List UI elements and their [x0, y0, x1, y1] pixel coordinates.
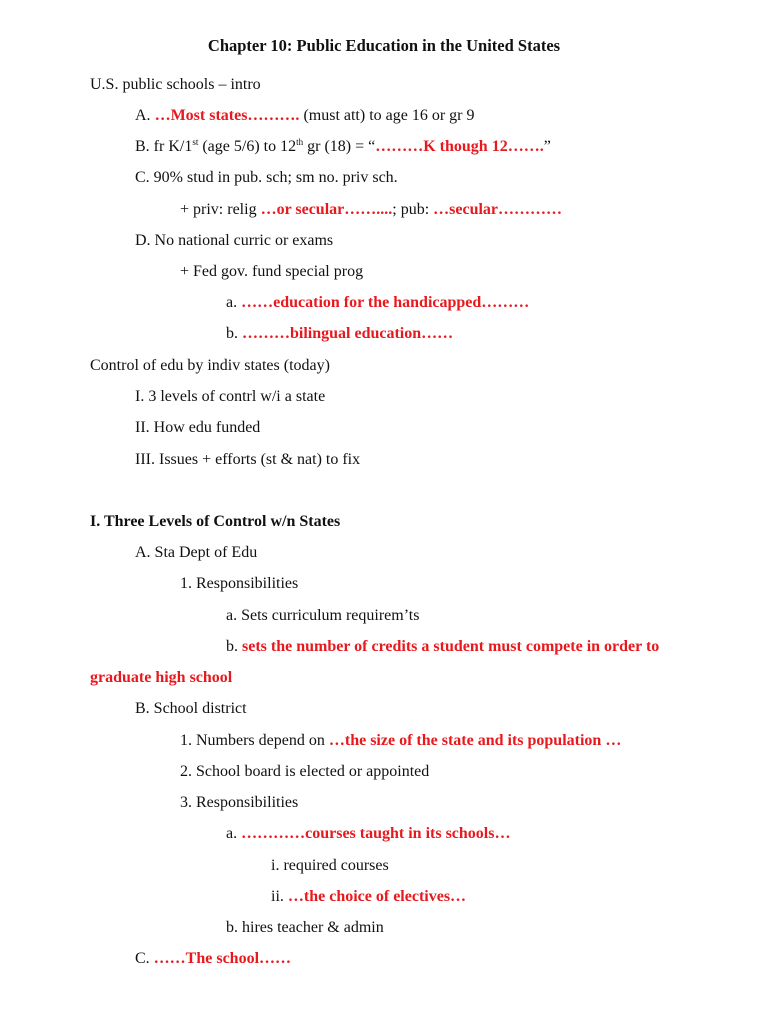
intro-c-sub-fill1: …or secular……....: [260, 201, 393, 218]
section1-item-a1a: a. Sets curriculum requirem’ts: [226, 607, 420, 624]
page-title: Chapter 10: Public Education in the United States: [207, 36, 561, 55]
intro-b-fill: ………K though 12…….: [375, 138, 544, 155]
section1-c-prefix: C.: [135, 950, 154, 967]
control-item-iii: III. Issues + efforts (st & nat) to fix: [135, 451, 361, 468]
section1-item-b3a-i: i. required courses: [271, 857, 389, 874]
intro-item-b: [135, 137, 551, 157]
intro-a-fill: …Most states……….: [154, 107, 300, 124]
intro-b-sup2: th: [296, 137, 304, 147]
intro-item-d-sub: + Fed gov. fund special prog: [180, 263, 364, 280]
intro-item-a: [135, 106, 475, 126]
intro-a-suffix: (must att) to age 16 or gr 9: [299, 107, 475, 124]
intro-d-b-prefix: b.: [226, 325, 242, 342]
section1-b1-prefix: 1. Numbers depend on: [180, 732, 329, 749]
section1-item-b2: 2. School board is elected or appointed: [180, 763, 430, 780]
section1-item-b3b: b. hires teacher & admin: [226, 919, 384, 936]
intro-c-sub-mid: ; pub:: [392, 201, 434, 218]
intro-b-prefix: B. fr K/1: [135, 138, 193, 155]
intro-b-mid1: (age 5/6) to 12: [198, 138, 297, 155]
section1-heading: I. Three Levels of Control w/n States: [90, 513, 341, 530]
section1-item-b3a-ii: [271, 887, 466, 907]
control-item-i: I. 3 levels of contrl w/i a state: [135, 388, 326, 405]
control-heading: Control of edu by indiv states (today): [90, 357, 330, 374]
intro-item-c-sub: [180, 200, 562, 220]
section1-item-a: A. Sta Dept of Edu: [135, 544, 258, 561]
section1-item-c: [135, 949, 291, 969]
section1-a1b-prefix: b.: [226, 638, 242, 655]
intro-heading: U.S. public schools – intro: [90, 76, 261, 93]
intro-d-a-fill: ……education for the handicapped………: [241, 294, 530, 311]
section1-b1-fill: …the size of the state and its population …: [328, 732, 622, 749]
intro-item-c: C. 90% stud in pub. sch; sm no. priv sch.: [135, 169, 398, 186]
section1-b3a-prefix: a.: [226, 825, 242, 842]
section1-item-a1b-cont: graduate high school: [90, 669, 233, 686]
intro-item-d-b: [226, 324, 453, 344]
section1-item-a1b: [226, 637, 659, 657]
section1-item-b1: [180, 731, 621, 751]
intro-a-prefix: A.: [135, 107, 155, 124]
section1-item-b3: 3. Responsibilities: [180, 794, 299, 811]
section1-a1b-fill: sets the number of credits a student must compete in order to: [242, 638, 660, 655]
intro-item-d-a: [226, 293, 529, 313]
section1-b3a-ii-prefix: ii.: [271, 888, 288, 905]
intro-b-close: ”: [543, 138, 551, 155]
section1-item-b3a: [226, 824, 510, 844]
intro-b-mid2: gr (18) = “: [303, 138, 376, 155]
intro-c-sub-prefix: + priv: relig: [180, 201, 261, 218]
section1-b3a-fill: …………courses taught in its schools…: [241, 825, 511, 842]
intro-d-b-fill: ………bilingual education……: [242, 325, 454, 342]
intro-c-sub-fill2: …secular…………: [433, 201, 563, 218]
section1-item-a1: 1. Responsibilities: [180, 575, 299, 592]
control-item-ii: II. How edu funded: [135, 419, 261, 436]
intro-item-d: D. No national curric or exams: [135, 232, 334, 249]
intro-d-a-prefix: a.: [226, 294, 242, 311]
intro-b-sup1: st: [192, 137, 199, 147]
section1-item-b: B. School district: [135, 700, 247, 717]
section1-b3a-ii-fill: …the choice of electives…: [287, 888, 467, 905]
section1-c-fill: ……The school……: [153, 950, 292, 967]
